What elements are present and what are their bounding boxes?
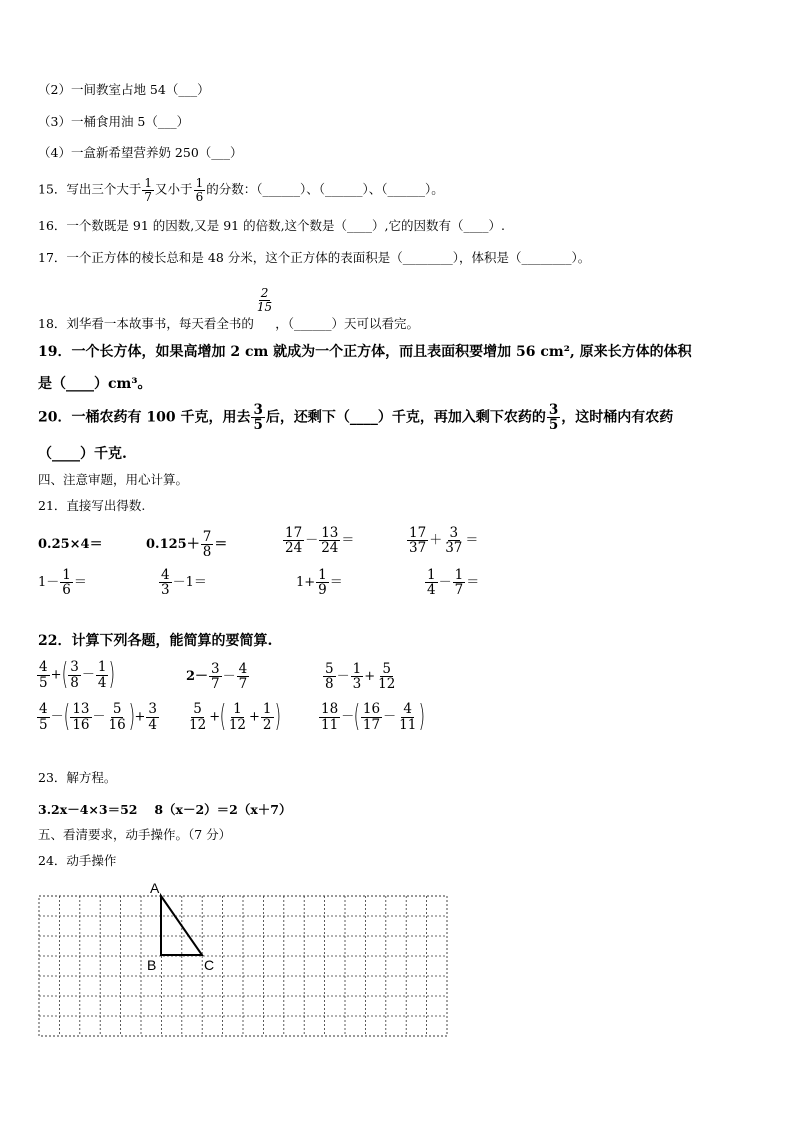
q20-text: ，这时桶内有农药 [561,409,674,426]
q22-expr-e: $\frac{5}{12}$ +( $\frac{1}{12}$ + $\frac{1}{2}$ ) [189,699,281,734]
question-18 [38,286,419,331]
vertex-label-b: B [147,957,157,973]
q22-expr-d: $\frac{4}{5}$ －( $\frac{13}{16}$ － $\frac{5}{16}$ )+ $\frac{3}{4}$ [39,699,157,734]
q20-text: 20．一桶农药有 100 千克，用去 [38,409,251,426]
fraction: $\frac{3}{5}$ [253,402,263,434]
q13-item-2: （2）一间教室占地 54（___） [38,82,210,97]
question-17: 17．一个正方体的棱长总和是 48 分米，这个正方体的表面积是（________），体积是（________）。 [38,250,591,265]
vertex-label-a: A [150,880,160,896]
q22-expr-f: $\frac{18}{11}$ －( $\frac{16}{17}$ － $\frac{4}{11}$ ) [321,699,426,734]
fraction: $\frac{3}{5}$ [548,402,559,434]
question-21-title: 21．直接写出得数. [38,498,146,513]
fraction: $\frac{1}{7}$ [144,176,153,204]
question-19-line-2: 是（____）cm³。 [38,376,152,392]
question-22-title: 22．计算下列各题，能简算的要简算. [38,633,273,649]
q21-expr-4: $\frac{17}{37}$ ＋ $\frac{3}{37}$ ＝ [409,525,479,557]
vertex-label-c: C [204,957,215,973]
question-20-line-2: （____）千克. [38,446,127,462]
question-19-line-1: 19．一个长方体，如果高增加 2 cm 就成为一个正方体，而且表面积要增加 56 cm², 原来长方体的体积 [38,344,692,360]
question-23-title: 23．解方程。 [38,770,117,785]
q21-expr-8: $\frac{1}{4}$ － $\frac{1}{7}$ ＝ [427,567,480,599]
question-15 [38,177,444,203]
question-24-title: 24．动手操作 [38,853,117,868]
q20-text: 后，还剩下（____）千克，再加入剩下农药的 [265,409,546,426]
q22-expr-c: $\frac{5}{8}$ － $\frac{1}{3}$ + $\frac{5}{12}$ [325,661,396,693]
question-20 [38,403,673,432]
q18-text: 18．刘华看一本故事书，每天看全书的 [38,315,254,331]
q13-item-4: （4）一盒新希望营养奶 250（___） [38,145,243,160]
q15-text: 15．写出三个大于 [38,181,142,197]
fraction: $\frac{2}{15}$ [256,286,273,314]
q18-text: ，（______）天可以看完。 [275,315,419,331]
q21-expr-1: 0.25×4＝ [38,537,103,552]
q15-text: 又小于 [155,181,193,197]
fraction: $\frac{1}{6}$ [195,176,204,204]
q22-expr-b: 2－ $\frac{3}{7}$ － $\frac{4}{7}$ [186,661,248,693]
q15-text: 的分数：（______）、（______）、（______）。 [206,181,444,197]
question-16: 16．一个数既是 91 的因数,又是 91 的倍数,这个数是（____）,它的因数有（____）. [38,218,506,233]
grid-diagram [30,876,460,1046]
q21-expr-3: $\frac{17}{24}$ － $\frac{13}{24}$ ＝ [285,525,355,557]
section-5-heading: 五、看清要求，动手操作。（7 分） [38,827,232,842]
question-23-equations: 3.2x－4×3＝52 8（x－2）＝2（x＋7） [38,802,292,817]
q22-expr-a: $\frac{4}{5}$ +( $\frac{3}{8}$ － $\frac{1}{4}$ ) [39,657,116,692]
q21-expr-7: 1+ $\frac{1}{9}$ ＝ [296,567,343,599]
q13-item-3: （3）一桶食用油 5（___） [38,114,190,129]
q21-expr-6: $\frac{4}{3}$ －1＝ [161,567,207,599]
q21-expr-5: 1－ $\frac{1}{6}$ ＝ [38,567,87,599]
q21-expr-2: 0.125＋ $\frac{7}{8}$ ＝ [146,529,228,561]
section-4-heading: 四、注意审题，用心计算。 [38,472,189,487]
